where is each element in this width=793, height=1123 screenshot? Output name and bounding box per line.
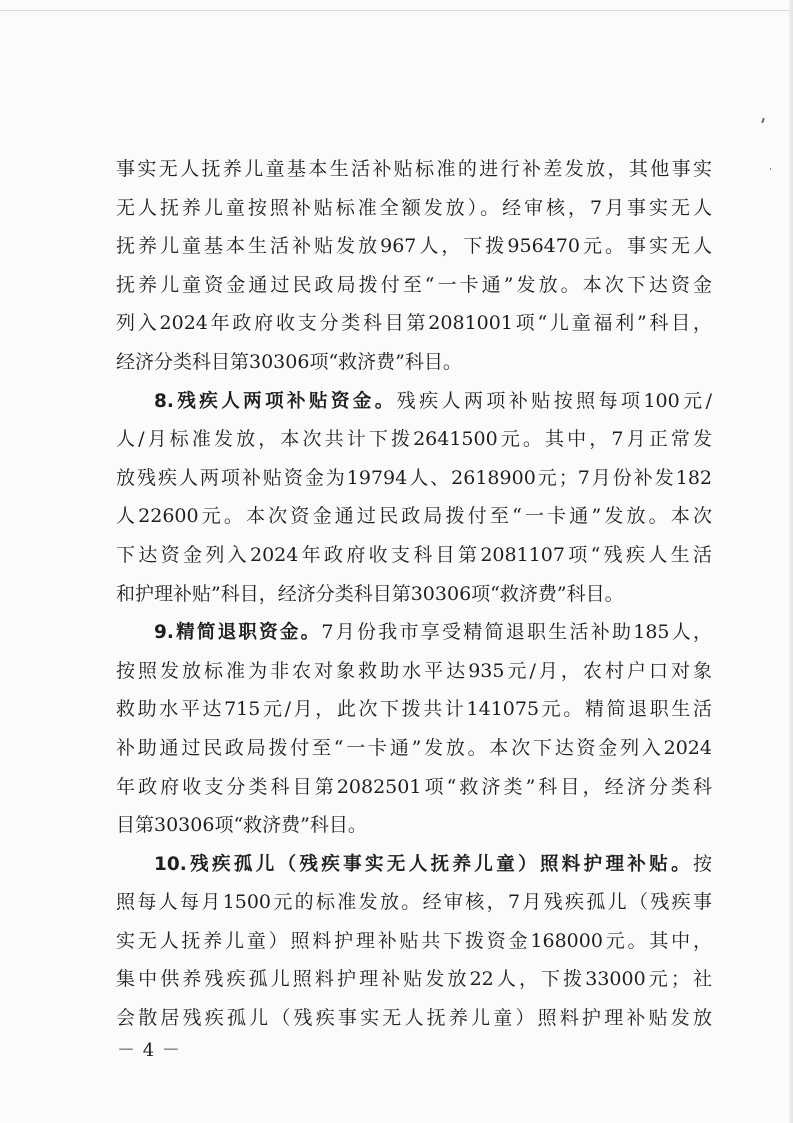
line-text: 无人抚养儿童按照补贴标准全额发放）。经审核，7月事实无人 bbox=[116, 196, 712, 219]
line-text: 下达资金列入2024年政府收支科目第2081107项“残疾人生活 bbox=[116, 543, 712, 566]
line-text: 事实无人抚养儿童基本生活补贴标准的进行补差发放，其他事实 bbox=[116, 158, 712, 180]
line-text: 实无人抚养儿童）照料护理补贴共下拨资金168000元。其中， bbox=[116, 929, 712, 952]
line-text: 照每人每月1500元的标准发放。经审核，7月残疾孤儿（残疾事 bbox=[116, 891, 712, 914]
text-line bbox=[116, 304, 712, 343]
line-text: 列入2024年政府收支分类科目第2081001项“儿童福利”科目， bbox=[116, 312, 712, 335]
text-line bbox=[116, 922, 712, 961]
text-line bbox=[116, 150, 712, 189]
section-heading: 10.残疾孤儿（残疾事实无人抚养儿童）照料护理补贴。 bbox=[154, 853, 693, 875]
text-line bbox=[116, 652, 712, 691]
section-heading: 8.残疾人两项补贴资金。 bbox=[154, 390, 397, 412]
section-heading: 9.精简退职资金。 bbox=[154, 622, 322, 644]
scan-top-edge bbox=[0, 10, 793, 11]
text-line bbox=[116, 575, 712, 614]
text-line bbox=[116, 690, 712, 729]
document-body bbox=[116, 150, 712, 1038]
scan-right-edge bbox=[789, 0, 793, 1123]
line-text: 集中供养残疾孤儿照料护理补贴发放22人，下拨33000元；社 bbox=[116, 968, 712, 991]
line-text: 年政府收支分类科目第2082501项“救济类”科目，经济分类科 bbox=[116, 775, 712, 798]
line-text: 残疾人两项补贴按照每项100元/ bbox=[396, 389, 713, 412]
line-text: 抚养儿童资金通过民政局拨付至“一卡通”发放。本次下达资金 bbox=[116, 273, 712, 296]
line-text: 7月份我市享受精简退职生活补助185人， bbox=[321, 621, 713, 644]
line-text: 经济分类科目第30306项“救济费”科目。 bbox=[116, 350, 462, 373]
line-text: 目第30306项“救济费”科目。 bbox=[116, 814, 367, 837]
text-line bbox=[116, 729, 712, 768]
line-text: 人22600元。本次资金通过民政局拨付至“一卡通”发放。本次 bbox=[116, 505, 712, 528]
line-text: 人/月标准发放，本次共计下拨2641500元。其中，7月正常发 bbox=[116, 428, 712, 451]
text-line bbox=[116, 189, 712, 228]
line-text: 救助水平达715元/月，此次下拨共计141075元。精简退职生活 bbox=[116, 698, 712, 721]
text-line bbox=[116, 960, 712, 999]
line-text: 按照发放标准为非农对象救助水平达935元/月，农村户口对象 bbox=[116, 659, 712, 682]
text-line bbox=[116, 806, 712, 845]
text-line bbox=[116, 768, 712, 807]
section-heading-line bbox=[116, 382, 712, 421]
text-line bbox=[116, 343, 712, 382]
text-line bbox=[116, 999, 712, 1038]
section-heading-line bbox=[116, 845, 712, 884]
line-text: 按 bbox=[692, 852, 712, 875]
line-text: 补助通过民政局拨付至“一卡通”发放。本次下达资金列入2024 bbox=[116, 736, 712, 759]
line-text: 抚养儿童基本生活补贴发放967人，下拨956470元。事实无人 bbox=[116, 235, 712, 258]
scan-speck bbox=[770, 168, 771, 170]
text-line bbox=[116, 459, 712, 498]
text-line bbox=[116, 497, 712, 536]
text-line bbox=[116, 536, 712, 575]
scan-speck bbox=[761, 118, 765, 123]
line-text: 和护理补贴”科目，经济分类科目第30306项“救济费”科目。 bbox=[116, 582, 624, 605]
text-line bbox=[116, 227, 712, 266]
line-text: 放残疾人两项补贴资金为19794人、2618900元；7月份补发182 bbox=[116, 466, 712, 489]
text-line bbox=[116, 883, 712, 922]
page-number: － 4 － bbox=[117, 1040, 181, 1061]
text-line bbox=[116, 420, 712, 459]
section-heading-line bbox=[116, 613, 712, 652]
text-line bbox=[116, 266, 712, 305]
line-text: 会散居残疾孤儿（残疾事实无人抚养儿童）照料护理补贴发放 bbox=[116, 1007, 712, 1030]
